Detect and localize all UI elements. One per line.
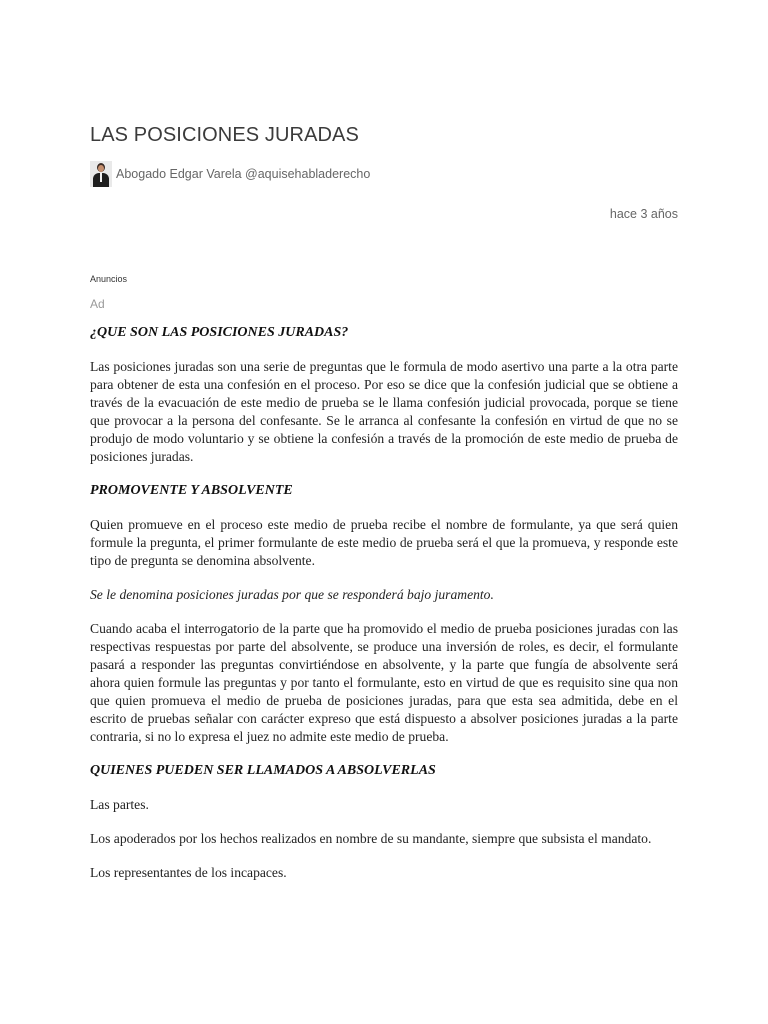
author-row [90, 161, 370, 187]
section-heading-que-son: ¿QUE SON LAS POSICIONES JURADAS? [90, 325, 349, 340]
list-item-partes: Las partes. [90, 797, 149, 812]
list-item-apoderados: Los apoderados por los hechos realizados en nombre de su mandante, siempre que subsista el mandato. [90, 831, 652, 846]
ad-tag[interactable]: Ad [90, 297, 105, 311]
article-title: LAS POSICIONES JURADAS [90, 124, 359, 146]
paragraph-juramento: Se le denomina posiciones juradas por que se responderá bajo juramento. [90, 587, 494, 602]
section-heading-quienes: QUIENES PUEDEN SER LLAMADOS A ABSOLVERLAS [90, 763, 436, 778]
ads-label: Anuncios [90, 274, 128, 284]
author-name-link[interactable]: Abogado Edgar Varela @aquisehabladerecho [116, 167, 371, 181]
paragraph-definition: Las posiciones juradas son una serie de preguntas que le formula de modo asertivo una parte a la otra parte para obtener de esta una confesión en el proceso. Por eso se dice que la confesión judicial que se obtiene a través de la evacuación de este medio de prueba se le llama confesión judicial provocada, porque se tiene que provocar a la persona del confesante. Se le arranca al confesante la confesión en virtud de que no se produjo de modo voluntario y se obtiene la confesión a través de la promoción de este medio de prueba de posiciones juradas. [90, 359, 678, 464]
list-item-representantes: Los representantes de los incapaces. [90, 865, 287, 880]
post-date: hace 3 años [609, 207, 678, 221]
article-body [90, 324, 678, 882]
paragraph-inversion-roles: Cuando acaba el interrogatorio de la parte que ha promovido el medio de prueba posiciones juradas con las respectivas respuestas por parte del absolvente, se produce una inversión de roles, es decir, el formulante pasará a responder las preguntas convirtiéndose en absolvente, y la parte que fungía de absolvente será ahora quien formule las preguntas y por tanto el formulante, esto en virtud de que es requisito sine qua non que quien promueva el medio de prueba de posiciones juradas, para que esta sea admitida, debe en el escrito de pruebas señalar con carácter expreso que está dispuesto a absolver posiciones juradas a la parte contraria, si no lo expresa el juez no admite este medio de prueba. [90, 621, 678, 744]
section-heading-promovente: PROMOVENTE Y ABSOLVENTE [90, 483, 293, 498]
author-avatar[interactable] [90, 161, 112, 187]
paragraph-promovente: Quien promueve en el proceso este medio de prueba recibe el nombre de formulante, ya que será quien formule la pregunta, el primer formulante de este medio de prueba será el que la promueva, y responde este tipo de pregunta se denomina absolvente. [90, 517, 678, 568]
